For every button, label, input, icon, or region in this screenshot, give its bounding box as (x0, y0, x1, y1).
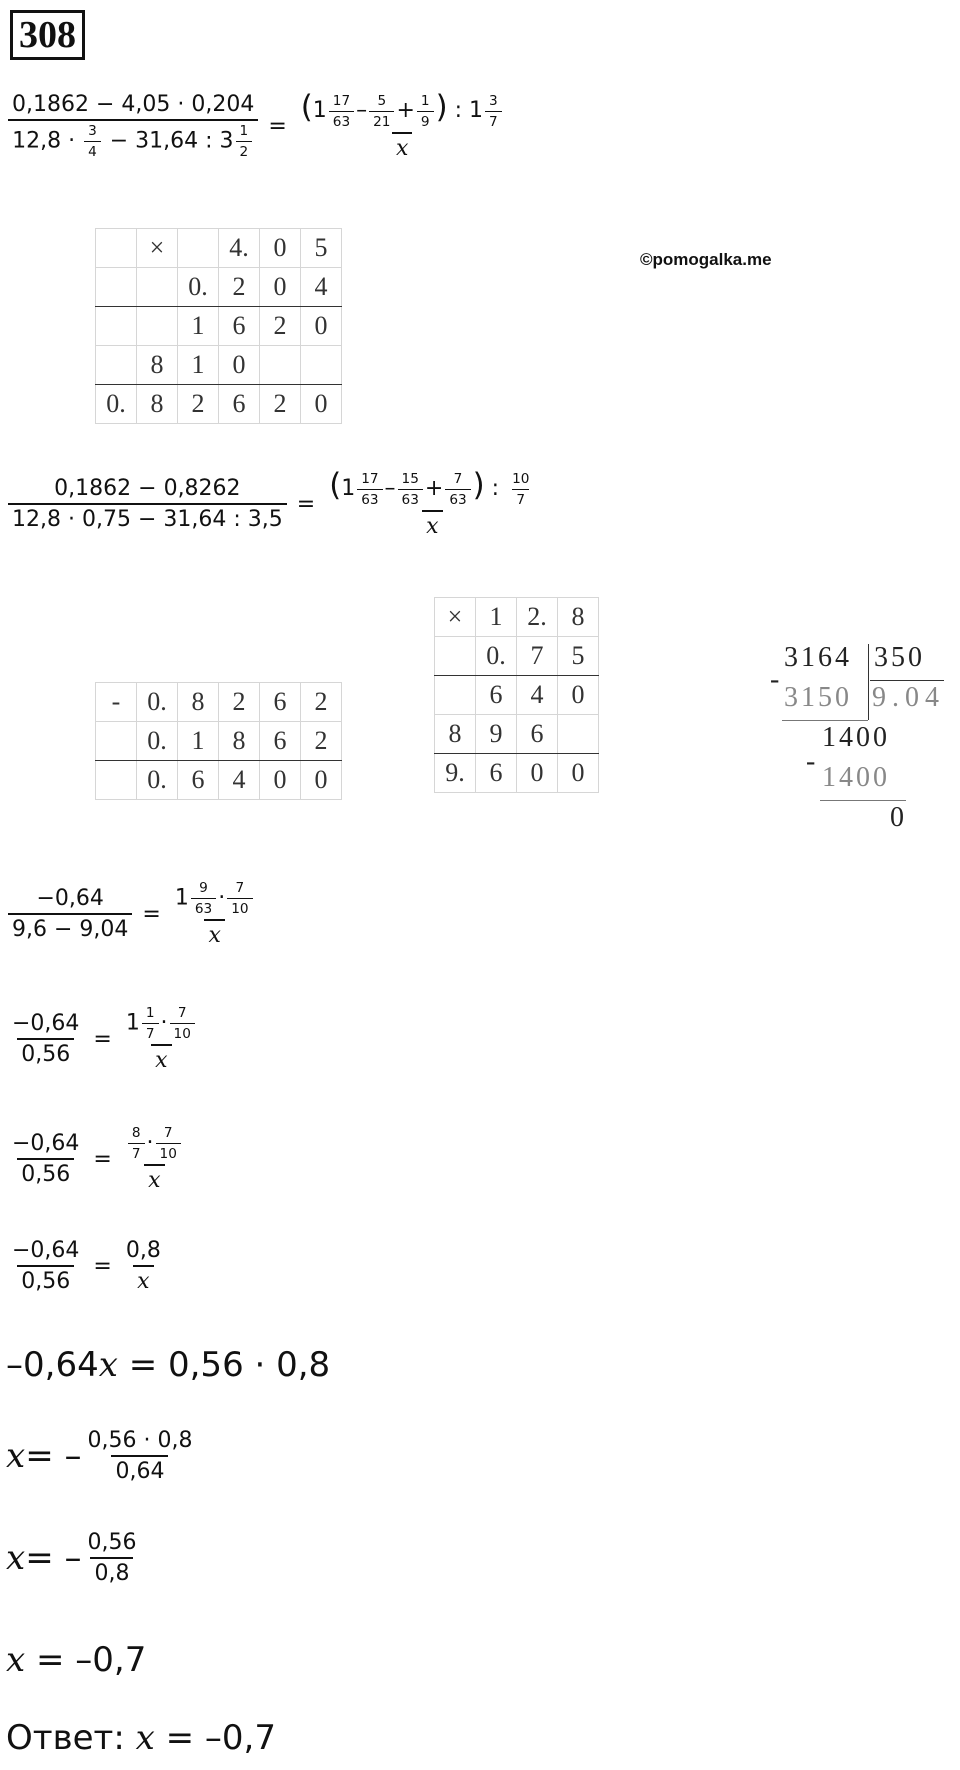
step1-left-fraction (8, 92, 258, 160)
equation-step5: $\frac{-0,64}{0,56}$ = $\frac{8}{7}$ · $\frac{7}{10}$ x (6, 1125, 189, 1193)
grid-row (435, 676, 599, 715)
grid-cell: 6 (260, 683, 301, 722)
grid-cell (96, 761, 137, 800)
watermark: ©pomogalka.me (640, 250, 772, 269)
grid-cell: 6 (476, 676, 517, 715)
grid-cell (96, 307, 137, 346)
divisor-underline (870, 680, 944, 681)
grid-cell (178, 229, 219, 268)
grid-cell: 5 (558, 637, 599, 676)
equation-line7: –0,64x = 0,56 · 0,8 (6, 1345, 331, 1385)
grid-cell (260, 346, 301, 385)
grid-cell: × (137, 229, 178, 268)
grid-cell: 2 (219, 683, 260, 722)
grid-cell: 0. (178, 268, 219, 307)
step2-right-fraction (325, 467, 539, 539)
grid-cell (301, 346, 342, 385)
grid-row (96, 683, 342, 722)
answer-line: Ответ: x = –0,7 (6, 1718, 276, 1758)
grid-cell: 0. (137, 683, 178, 722)
equation-line8: x = – $\frac{0,56 \cdot 0,8}{0,64}$ (6, 1428, 193, 1484)
grid-cell: 8 (137, 346, 178, 385)
answer-label: Ответ: (6, 1718, 136, 1758)
problem-number: 308 (10, 10, 85, 60)
multiplication-grid-1 (95, 228, 342, 424)
equation-line10: x = –0,7 (6, 1640, 147, 1680)
subtraction-grid (95, 682, 342, 800)
grid-cell: 2. (517, 598, 558, 637)
grid-cell: 8 (137, 385, 178, 424)
equation-step6: $\frac{-0,64}{0,56}$ = $\frac{0,8}{x}$ (12, 1238, 161, 1294)
grid-cell: 0 (301, 307, 342, 346)
grid-cell: 1 (178, 346, 219, 385)
grid-cell (96, 229, 137, 268)
grid-cell: 2 (178, 385, 219, 424)
grid-cell: 0 (260, 268, 301, 307)
step3-right-fraction: 1 $\frac{9}{63}$ · $\frac{7}{10}$ x (171, 880, 259, 948)
grid-cell: 0 (517, 754, 558, 793)
remainder-1: 1400 (822, 722, 890, 753)
grid-cell: - (96, 683, 137, 722)
grid-cell (137, 307, 178, 346)
grid-cell: 0 (301, 761, 342, 800)
grid-row (96, 229, 342, 268)
grid-cell (435, 676, 476, 715)
grid-cell (96, 722, 137, 761)
grid-cell: 0. (96, 385, 137, 424)
step1-right-numerator: (1 $\frac{17}{63}$ – $\frac{5}{21}$ + $\frac{1}{9}$ ) : 1 $\frac{3}{7}$ (297, 92, 508, 132)
grid-cell: 8 (558, 598, 599, 637)
step1-left-denominator: 12,8 · $\frac{3}{4}$ − 31,64 : 3 $\frac{1}{2}$ (8, 119, 258, 160)
grid-cell: 0 (558, 754, 599, 793)
grid-row (435, 715, 599, 754)
grid-cell: 0 (260, 761, 301, 800)
step2-left-fraction (8, 476, 287, 532)
grid-cell: 0. (137, 761, 178, 800)
step2-left-numerator: 0,1862 − 0,8262 (54, 476, 241, 502)
step2-left-denominator: 12,8 · 0,75 − 31,64 : 3,5 (8, 503, 287, 532)
division-result: 0 (890, 802, 907, 833)
dividend: 3164 (784, 642, 852, 673)
minus-sign-2: - (806, 746, 819, 777)
grid-cell: 2 (301, 683, 342, 722)
grid-cell: 8 (219, 722, 260, 761)
grid-cell: 9 (476, 715, 517, 754)
grid-cell: 1 (178, 307, 219, 346)
divisor: 350 (874, 642, 925, 673)
grid-row (435, 754, 599, 793)
division-bar (868, 644, 869, 720)
grid-cell: 1 (476, 598, 517, 637)
step3-left-denominator: 9,6 − 9,04 (8, 913, 132, 942)
grid-cell: 4. (219, 229, 260, 268)
grid-cell: 6 (517, 715, 558, 754)
minus-sign-1: - (770, 664, 783, 695)
underline-2 (820, 800, 906, 801)
grid-row (435, 598, 599, 637)
grid-cell: 9. (435, 754, 476, 793)
grid-cell: 5 (301, 229, 342, 268)
grid-cell (96, 268, 137, 307)
underline-1 (782, 720, 868, 721)
grid-cell: 1 (178, 722, 219, 761)
equation-step2: $\frac{0,1862 - 0,8262}{12,8 \cdot 0,75 - 31,64 : 3,5}$ = (1 $\frac{17}{63}$ – $\frac{15}{63}$ + $\frac{7}{63}$ ) : $\frac{10}{7}$ x (6, 470, 541, 539)
grid-cell: 6 (219, 385, 260, 424)
grid-cell: 8 (178, 683, 219, 722)
step2-right-numerator: (1 $\frac{17}{63}$ – $\frac{15}{63}$ + $\frac{7}{63}$ ) : $\frac{10}{7}$ (329, 467, 530, 508)
equation-step4: $\frac{-0,64}{0,56}$ = 1 $\frac{1}{7}$ · $\frac{7}{10}$ x (6, 1005, 203, 1073)
grid-cell (435, 637, 476, 676)
equation-line9: x = – $\frac{0,56}{0,8}$ (6, 1530, 137, 1586)
quotient: 9.04 (872, 682, 945, 713)
subtrahend-1: 3150 (784, 682, 852, 713)
grid-cell: 0 (301, 385, 342, 424)
grid-row (96, 268, 342, 307)
grid-cell: 6 (219, 307, 260, 346)
grid-cell: 2 (260, 385, 301, 424)
grid-cell: 2 (260, 307, 301, 346)
grid-cell: 0. (476, 637, 517, 676)
grid-cell: 6 (260, 722, 301, 761)
grid-cell: 2 (219, 268, 260, 307)
grid-row (96, 722, 342, 761)
grid-cell: 7 (517, 637, 558, 676)
grid-cell: 4 (301, 268, 342, 307)
subtrahend-2: 1400 (822, 762, 890, 793)
grid-cell: 4 (219, 761, 260, 800)
grid-cell (96, 346, 137, 385)
grid-row (96, 385, 342, 424)
grid-row (96, 761, 342, 800)
grid-cell: 4 (517, 676, 558, 715)
equation-step3: $\frac{-0,64}{9,6 - 9,04}$ = 1 $\frac{9}{63}$ · $\frac{7}{10}$ x (6, 880, 261, 948)
step2-right-denominator: x (422, 510, 442, 539)
grid-cell: 0. (137, 722, 178, 761)
grid-cell: 0 (260, 229, 301, 268)
grid-cell: 0 (219, 346, 260, 385)
step1-right-denominator: x (392, 132, 412, 161)
step1-right-fraction (297, 89, 508, 161)
long-division (760, 642, 950, 842)
multiplication-grid-2 (434, 597, 599, 793)
grid-cell: 6 (476, 754, 517, 793)
grid-row (435, 637, 599, 676)
grid-cell: 6 (178, 761, 219, 800)
grid-cell: × (435, 598, 476, 637)
equation-step1: 0,1862 − 4,05 · 0,204 12,8 · $\frac{3}{4}$ − 31,64 : 3 $\frac{1}{2}$ = (1 $\frac{17}{63}$ – $\frac{5}{21}$ + $\frac{1}{9}$ ) : 1 $\frac{3}{7}$ x (6, 92, 510, 161)
step3-left-numerator: −0,64 (36, 886, 104, 911)
grid-row (96, 307, 342, 346)
grid-row (96, 346, 342, 385)
grid-cell: 0 (558, 676, 599, 715)
grid-cell (137, 268, 178, 307)
step1-left-numerator: 0,1862 − 4,05 · 0,204 (12, 92, 255, 118)
grid-cell: 2 (301, 722, 342, 761)
grid-cell: 8 (435, 715, 476, 754)
grid-cell (558, 715, 599, 754)
